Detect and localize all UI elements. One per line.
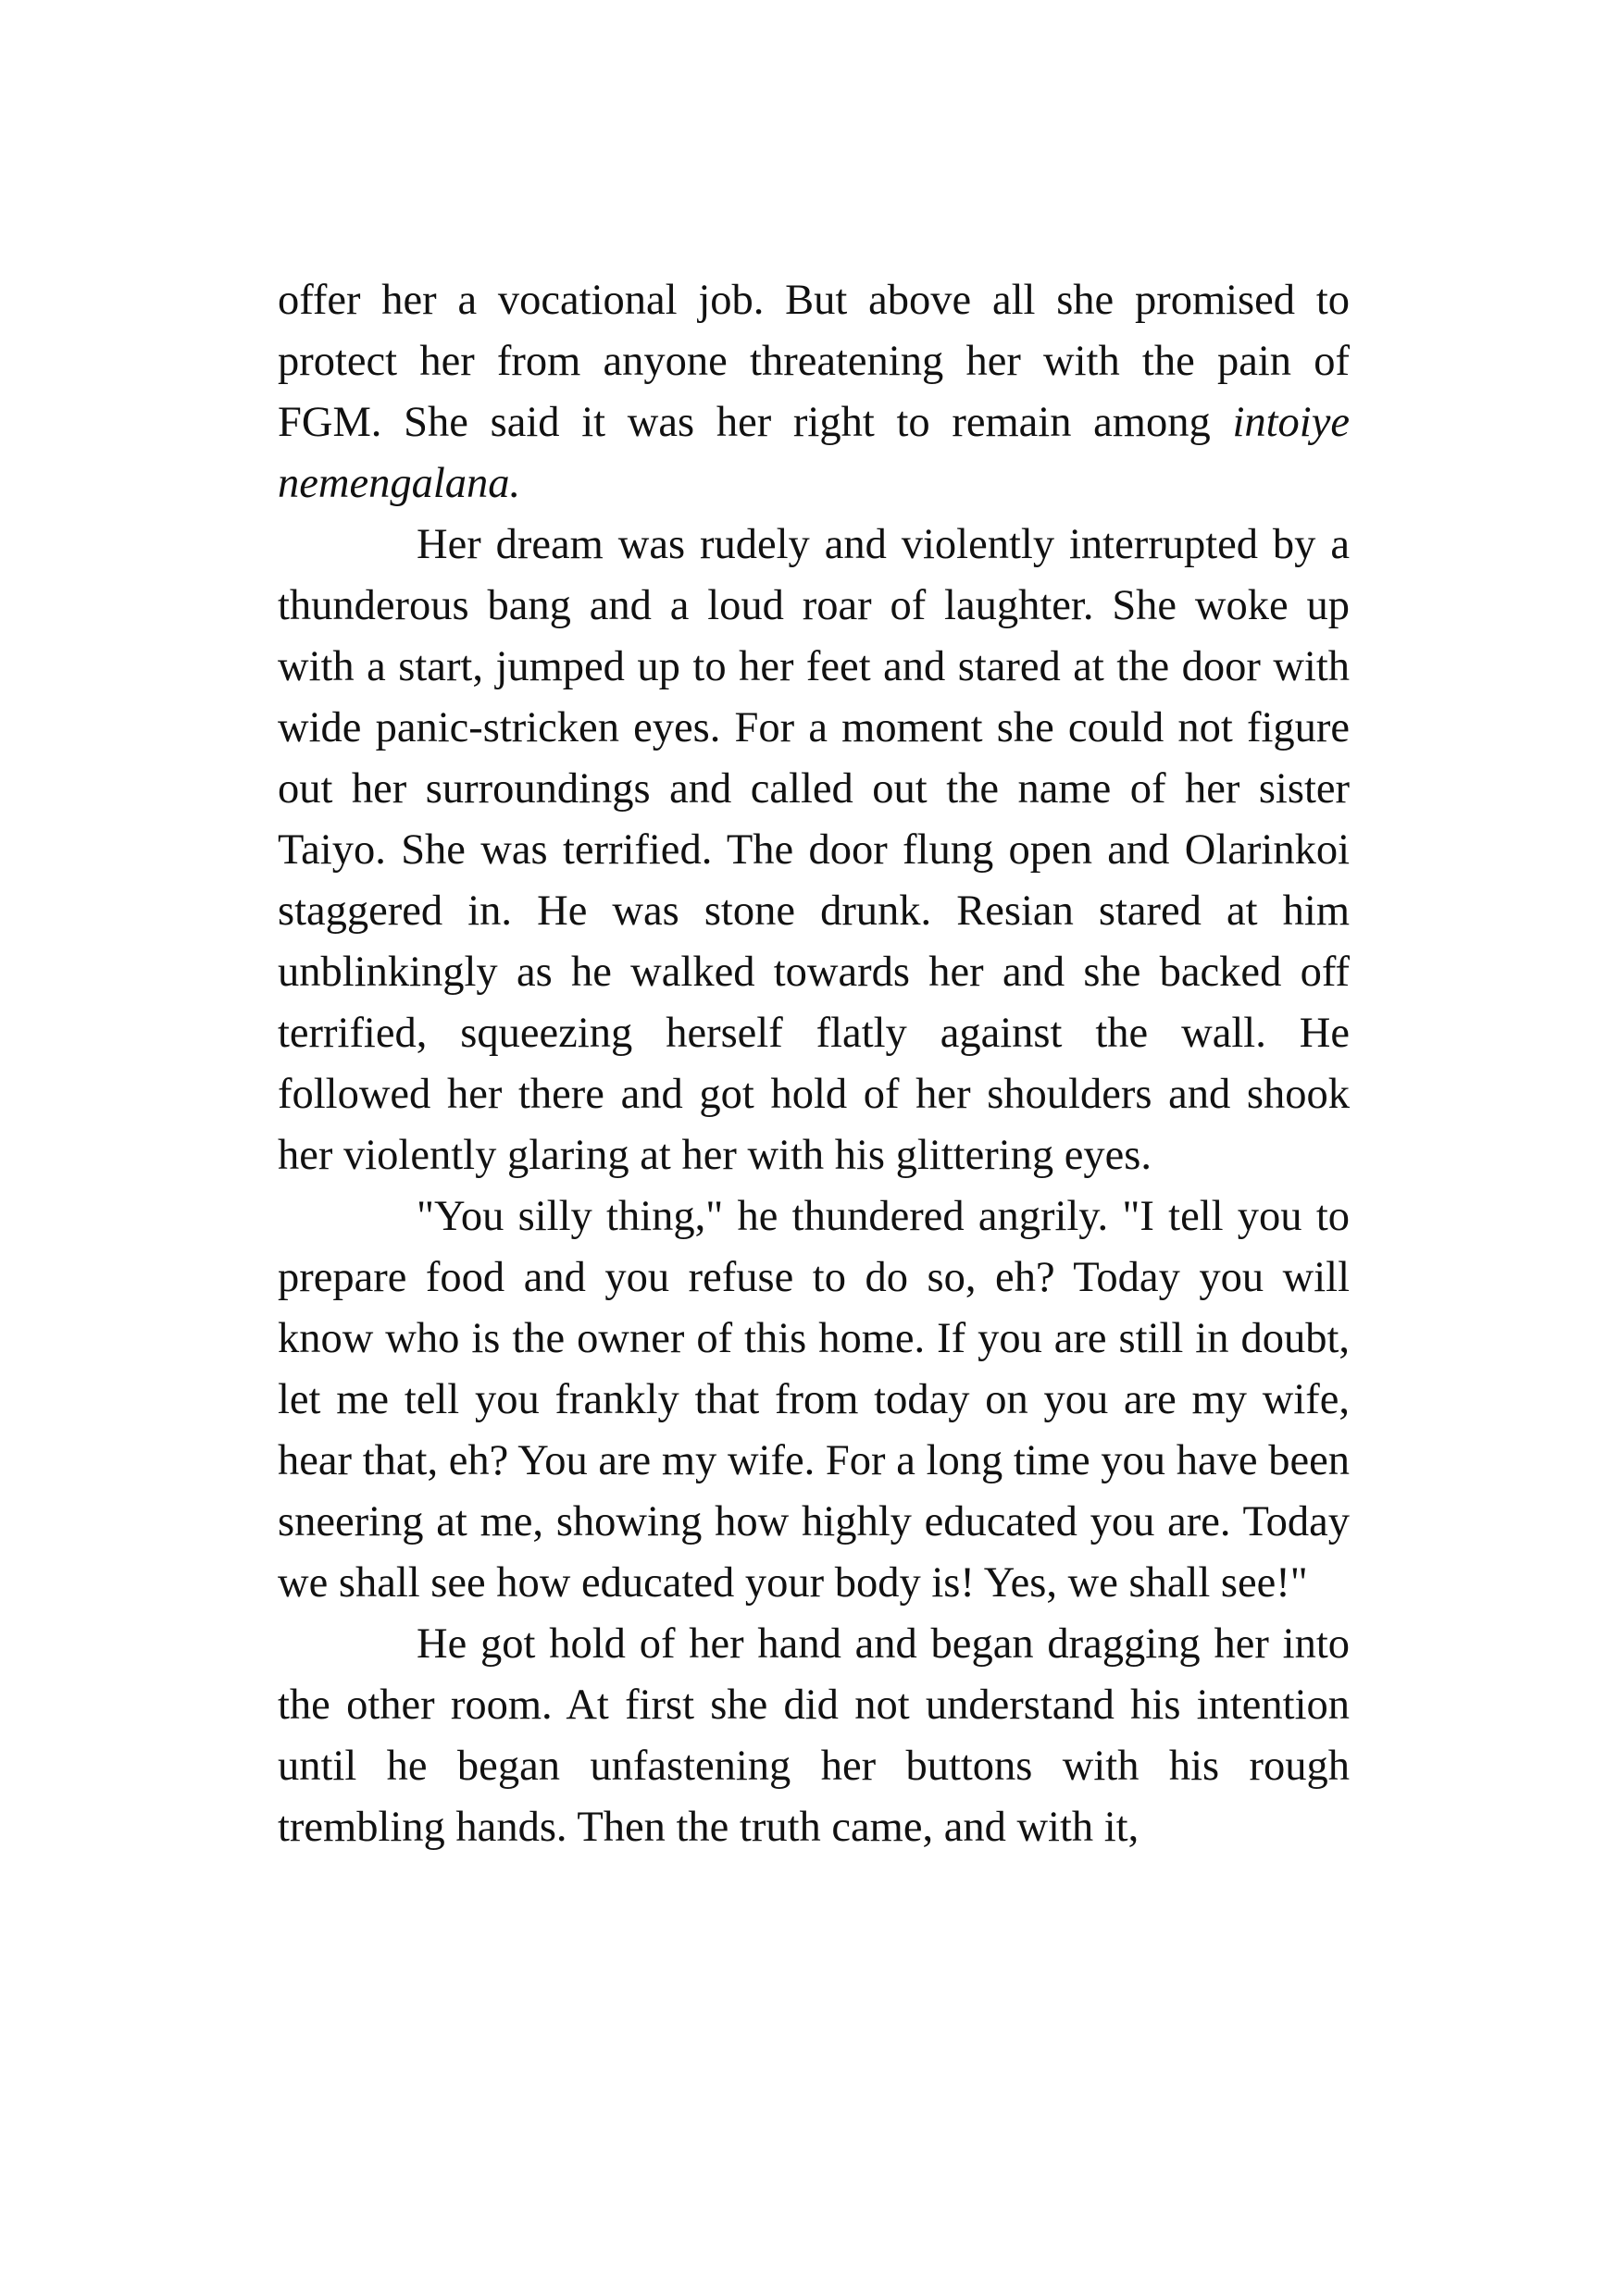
paragraph-3-text: "You silly thing," he thundered angrily. "I tell you to prepare food and you refuse to do so, eh? Today you will know who is the owner of this home. If you are still in doubt, let me tell you frankly that from today on you are my wife, hear that, eh? You are my wife. For a long time you have been sneering at me, showing how highly educated you are. Today we shall see how educated your body is! Yes, we shall see!" — [278, 1193, 1350, 1607]
paragraph-2 — [278, 515, 1350, 1186]
book-page — [278, 270, 1350, 1858]
paragraph-1-italic-phrase: intoiye nemengalana. — [278, 399, 1350, 507]
paragraph-4-text: He got hold of her hand and began dragging her into the other room. At first she did not understand his intention until he began unfastening her buttons with his rough trembling hands. Then the truth came, and with it, — [278, 1620, 1350, 1851]
paragraph-2-text: Her dream was rudely and violently interrupted by a thunderous bang and a loud roar of laughter. She woke up with a start, jumped up to her feet and stared at the door with wide panic-stricken eyes. For a moment she could not figure out her surroundings and called out the name of her sister Taiyo. She was terrified. The door flung open and Olarinkoi staggered in. He was stone drunk. Resian stared at him unblinkingly as he walked towards her and she backed off terrified, squeezing herself flatly against the wall. He followed her there and got hold of her shoulders and shook her violently glaring at her with his glittering eyes. — [278, 521, 1350, 1179]
paragraph-1-text: offer her a vocational job. But above all she promised to protect her from anyone threatening her with the pain of FGM. She said it was her right to remain among — [278, 277, 1350, 446]
paragraph-4 — [278, 1614, 1350, 1858]
paragraph-1 — [278, 270, 1350, 515]
paragraph-3 — [278, 1186, 1350, 1614]
